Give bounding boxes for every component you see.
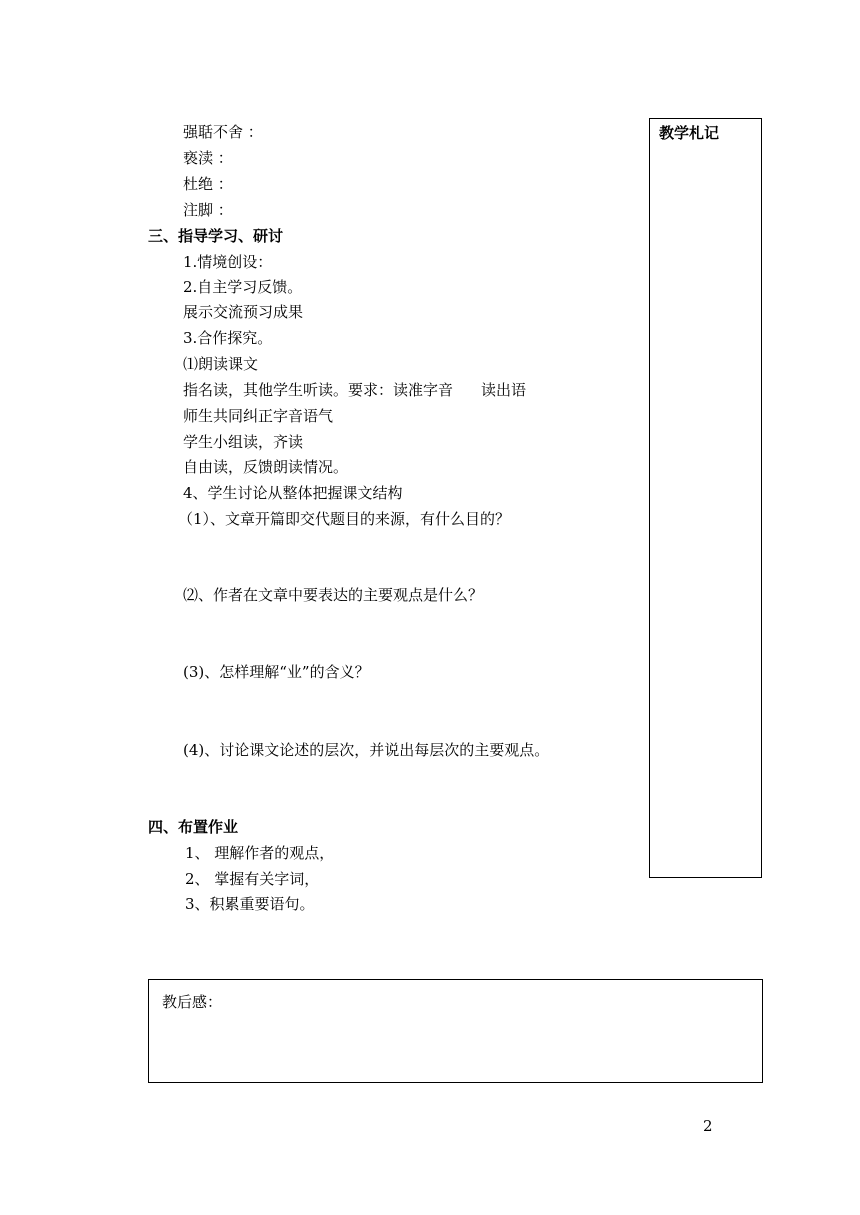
vocab-item-2: 亵渎 ： xyxy=(183,149,233,167)
reading-title: ⑴朗读课文 xyxy=(183,355,259,373)
vocab-item-3: 杜绝 ： xyxy=(183,175,233,193)
step-2: 2.自主学习反馈。 xyxy=(183,278,303,296)
vocab-item-4: 注脚 ： xyxy=(183,201,233,219)
reading-line-2: 师生共同纠正字音语气 xyxy=(183,407,334,425)
page-number: 2 xyxy=(703,1117,713,1135)
reflection-label: 教后感： xyxy=(162,993,223,1011)
question-1: （1）、文章开篇即交代题目的来源，有什么目的？ xyxy=(178,510,511,528)
reading-line-1-tail: 读出语 xyxy=(481,381,527,399)
reflection-box xyxy=(148,979,763,1083)
reading-line-1 xyxy=(183,380,526,400)
teaching-notes-box xyxy=(649,118,762,878)
question-4: (4)、讨论课文论述的层次，并说出每层次的主要观点。 xyxy=(183,741,550,759)
step-1: 1.情境创设： xyxy=(183,253,273,271)
reading-line-1-main: 指名读，其他学生听读。要求：读准字音 xyxy=(183,381,454,399)
reading-line-3: 学生小组读，齐读 xyxy=(183,433,304,451)
step-3: 3.合作探究。 xyxy=(183,329,273,347)
section-3-heading: 三、指导学习、研讨 xyxy=(148,227,284,245)
question-3: (3)、怎样理解“业”的含义？ xyxy=(183,663,370,681)
reading-line-4: 自由读，反馈朗读情况。 xyxy=(183,458,349,476)
section-4-heading: 四、布置作业 xyxy=(148,818,239,836)
question-2: ⑵、作者在文章中要表达的主要观点是什么？ xyxy=(183,586,484,604)
teaching-notes-title: 教学札记 xyxy=(659,124,720,142)
step-2-detail: 展示交流预习成果 xyxy=(183,303,304,321)
homework-3: 3、积累重要语句。 xyxy=(185,895,315,913)
step-4: 4、学生讨论从整体把握课文结构 xyxy=(183,484,403,502)
homework-1: 1、 理解作者的观点， xyxy=(185,844,335,862)
vocab-item-1: 强聒不舍 ： xyxy=(183,123,263,141)
homework-2: 2、 掌握有关字词， xyxy=(185,870,320,888)
